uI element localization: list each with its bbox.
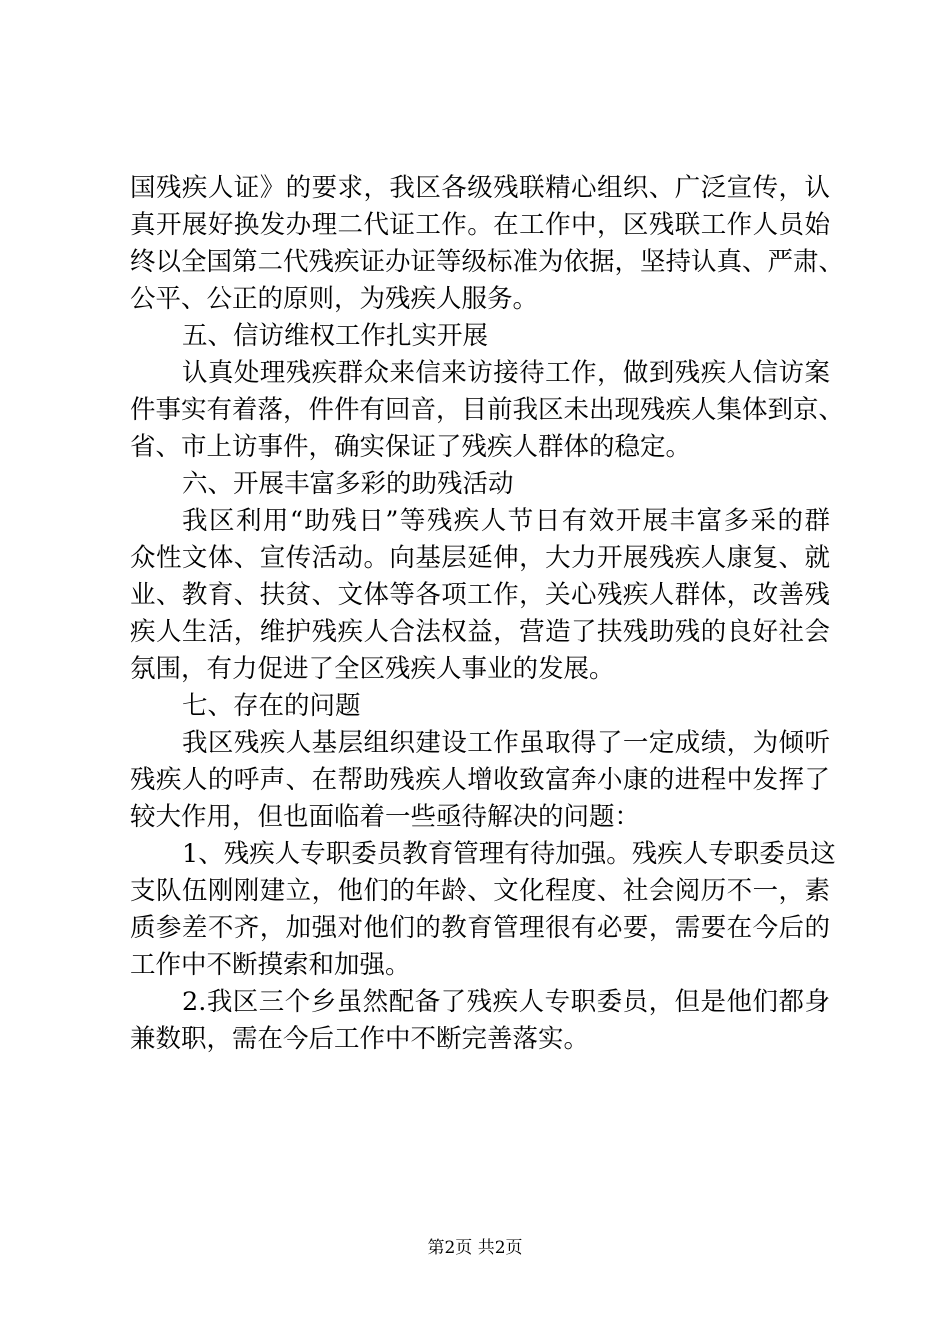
paragraph-line: 质参差不齐，加强对他们的教育管理很有必要，需要在今后的 bbox=[130, 913, 830, 943]
section-heading: 七、存在的问题 bbox=[182, 691, 361, 721]
paragraph-line: 2.我区三个乡虽然配备了残疾人专职委员，但是他们都身 bbox=[182, 987, 830, 1017]
section-heading: 五、信访维权工作扎实开展 bbox=[182, 321, 489, 351]
paragraph-line: 省、市上访事件，确实保证了残疾人群体的稳定。 bbox=[130, 432, 692, 462]
paragraph-line: 氛围，有力促进了全区残疾人事业的发展。 bbox=[130, 654, 615, 684]
paragraph-line: 疾人生活，维护残疾人合法权益，营造了扶残助残的良好社会 bbox=[130, 617, 830, 647]
paragraph-line: 业、教育、扶贫、文体等各项工作，关心残疾人群体，改善残 bbox=[130, 580, 830, 610]
document-body bbox=[130, 170, 845, 1058]
paragraph-line: 件事实有着落，件件有回音，目前我区未出现残疾人集体到京、 bbox=[130, 395, 845, 425]
paragraph-line: 真开展好换发办理二代证工作。在工作中，区残联工作人员始 bbox=[130, 210, 830, 240]
paragraph-line: 众性文体、宣传活动。向基层延伸，大力开展残疾人康复、就 bbox=[130, 543, 830, 573]
paragraph-line: 我区利用“助残日”等残疾人节日有效开展丰富多采的群 bbox=[182, 506, 830, 536]
paragraph-line: 较大作用，但也面临着一些亟待解决的问题： bbox=[130, 802, 641, 832]
paragraph-line: 公平、公正的原则，为残疾人服务。 bbox=[130, 284, 539, 314]
paragraph-line: 工作中不断摸索和加强。 bbox=[130, 950, 411, 980]
paragraph-line: 认真处理残疾群众来信来访接待工作，做到残疾人信访案 bbox=[182, 358, 830, 388]
paragraph-line: 国残疾人证》的要求，我区各级残联精心组织、广泛宣传，认 bbox=[130, 173, 830, 203]
paragraph-line: 支队伍刚刚建立，他们的年龄、文化程度、社会阅历不一，素 bbox=[130, 876, 830, 906]
paragraph-line: 1、残疾人专职委员教育管理有待加强。残疾人专职委员这 bbox=[182, 839, 836, 869]
page-number-footer: 第2页 共2页 bbox=[427, 1238, 523, 1258]
paragraph-line: 我区残疾人基层组织建设工作虽取得了一定成绩，为倾听 bbox=[182, 728, 830, 758]
paragraph-line: 终以全国第二代残疾证办证等级标准为依据，坚持认真、严肃、 bbox=[130, 247, 845, 277]
section-heading: 六、开展丰富多彩的助残活动 bbox=[182, 469, 514, 499]
paragraph-line: 兼数职，需在今后工作中不断完善落实。 bbox=[130, 1024, 590, 1054]
paragraph-line: 残疾人的呼声、在帮助残疾人增收致富奔小康的进程中发挥了 bbox=[130, 765, 830, 795]
